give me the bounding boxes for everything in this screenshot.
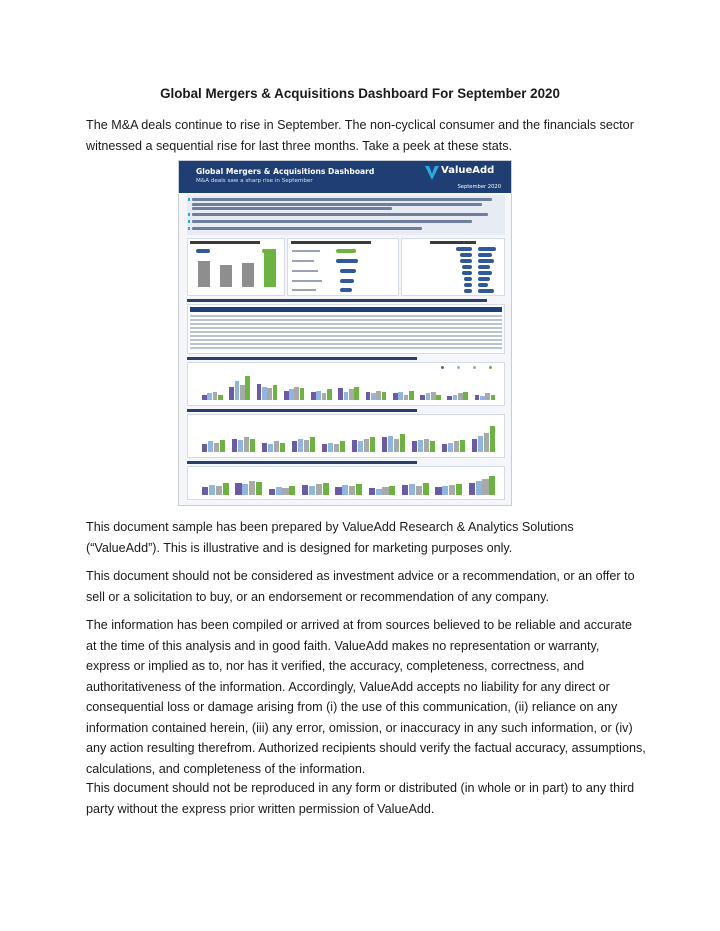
table-row <box>190 327 502 329</box>
thumbnail-bar <box>229 387 234 401</box>
table-row <box>190 319 502 321</box>
intro-text: The M&A deals continue to rise in September. The non-cyclical consumer and the financials sector witnessed a sequential rise for last three months. Take a peek at these stats. <box>86 118 634 153</box>
thumbnail-bar <box>289 389 294 400</box>
thumbnail-bar <box>430 441 435 452</box>
thumbnail-bar <box>310 437 315 452</box>
bullet-line <box>192 213 488 216</box>
logo-text: ValueAdd <box>441 165 495 176</box>
table-row <box>190 347 502 349</box>
table-header <box>190 307 502 312</box>
info-note-text: The information has been compiled or arrived at from sources believed to be reliable and accurate at the time of this analysis and in good faith. ValueAdd makes no representation or warranty, express or implied as to, nor has it verified, the accuracy, completeness, correctness, and authoritativeness of the information. Accordingly, ValueAdd accepts no liability for any direct or consequential loss or damage arising from (i) the use of this communication, (ii) reliance on any information contained herein, (iii) any error, omission, or inaccuracy in any such information, or (iv) any action resulting therefrom. Authorized recipients should verify the factual accuracy, assumptions, calculations, and completeness of the information. <box>86 618 646 776</box>
thumbnail-bar <box>240 385 245 400</box>
thumbnail-bar <box>388 436 393 452</box>
thumbnail-bar <box>404 395 409 400</box>
bullet-line <box>192 207 392 210</box>
thumbnail-bar <box>232 439 237 453</box>
sample-note-paragraph <box>86 517 646 558</box>
thumbnail-bar <box>328 443 333 452</box>
thumbnail-bar <box>302 485 308 495</box>
thumbnail-bar <box>356 484 362 495</box>
thumbnail-bar <box>484 433 489 452</box>
thumbnail-bar <box>274 441 279 452</box>
thumbnail-bar <box>482 479 488 495</box>
thumbnail-bar <box>298 439 303 453</box>
dashboard-image <box>178 160 512 506</box>
thumbnail-bar <box>300 388 305 400</box>
bullet-line <box>192 198 492 201</box>
thumbnail-bar <box>436 395 441 400</box>
thumbnail-bar <box>282 488 288 495</box>
thumbnail-bar <box>334 444 339 452</box>
bullet-line <box>192 227 422 230</box>
thumbnail-bar <box>256 482 262 495</box>
thumbnail-bar <box>294 387 299 401</box>
thumbnail-bar <box>382 437 387 452</box>
info-note-paragraph <box>86 615 646 779</box>
table-row <box>190 331 502 333</box>
thumbnail-bar <box>340 441 345 452</box>
thumbnail-bar <box>454 441 459 452</box>
thumbnail-bar <box>423 483 429 495</box>
thumbnail-bar <box>244 437 249 452</box>
sample-note-text: This document sample has been prepared by ValueAdd Research & Analytics Solutions (“ValueAdd”). This is illustrative and is designed for marketing purposes only. <box>86 520 574 555</box>
thumbnail-bar <box>463 392 468 400</box>
table-row <box>190 315 502 317</box>
thumbnail-bar <box>235 483 241 495</box>
thumbnail-bar <box>342 485 348 495</box>
thumbnail-bar <box>257 384 262 400</box>
thumbnail-bar <box>369 488 375 495</box>
table-row <box>190 339 502 341</box>
thumbnail-bar <box>268 444 273 452</box>
thumbnail-bar <box>458 393 463 400</box>
thumbnail-bar <box>420 395 425 400</box>
valueadd-logo <box>425 165 503 182</box>
table-row <box>190 323 502 325</box>
thumbnail-bar <box>327 389 332 400</box>
thumbnail-bar <box>485 393 490 400</box>
thumbnail-bar <box>358 441 363 452</box>
ev-revenue-chart <box>187 466 505 500</box>
thumbnail-bar <box>223 483 229 495</box>
thumbnail-bar <box>400 434 405 452</box>
thumbnail-bar <box>447 396 452 400</box>
thumbnail-bar <box>322 393 327 400</box>
dashboard-subtitle: M&A deals saw a sharp rise in September <box>196 178 313 184</box>
thumbnail-bar <box>491 395 496 400</box>
thumbnail-bar <box>214 443 219 452</box>
thumbnail-bar <box>202 444 207 452</box>
thumbnail-bar <box>418 440 423 452</box>
industry-panel <box>401 238 505 296</box>
thumbnail-bar <box>262 387 267 401</box>
thumbnail-bar <box>276 487 282 495</box>
thumbnail-bar <box>238 440 243 452</box>
advice-note-paragraph <box>86 566 646 607</box>
thumbnail-bar <box>472 439 477 453</box>
thumbnail-bar <box>398 392 403 400</box>
summary-bullets <box>187 195 505 235</box>
month-bar <box>264 249 276 287</box>
thumbnail-bar <box>209 485 215 495</box>
thumbnail-bar <box>382 487 388 495</box>
thumbnail-bar <box>402 485 408 495</box>
bullet-line <box>192 203 482 206</box>
thumbnail-bar <box>220 440 225 452</box>
thumbnail-bar <box>475 395 480 400</box>
thumbnail-bar <box>352 440 357 452</box>
thumbnail-bar <box>431 392 436 400</box>
thumbnail-bar <box>354 387 359 401</box>
thumbnail-bar <box>442 444 447 452</box>
thumbnail-bar <box>338 388 343 400</box>
month-bar <box>198 261 210 287</box>
thumbnail-bar <box>292 441 297 452</box>
thumbnail-bar <box>323 483 329 495</box>
thumbnail-bar <box>267 388 272 400</box>
thumbnail-bar <box>208 441 213 452</box>
table-row <box>190 343 502 345</box>
thumbnail-bar <box>366 392 371 400</box>
thumbnail-bar <box>442 486 448 495</box>
month-bar <box>242 263 254 287</box>
thumbnail-bar <box>460 440 465 452</box>
thumbnail-bar <box>269 489 275 495</box>
thumbnail-bar <box>364 439 369 453</box>
thumbnail-bar <box>409 484 415 495</box>
thumbnail-bar <box>412 441 417 452</box>
dashboard-date: September 2020 <box>457 184 501 190</box>
dashboard-title: Global Mergers & Acquisitions Dashboard <box>196 167 375 176</box>
thumbnail-bar <box>489 476 495 495</box>
thumbnail-bar <box>453 395 458 400</box>
thumbnail-bar <box>469 483 475 495</box>
thumbnail-bar <box>448 443 453 452</box>
thumbnail-bar <box>349 486 355 495</box>
thumbnail-bar <box>207 393 212 400</box>
deal-activity-bars <box>200 373 500 400</box>
thumbnail-bar <box>376 391 381 400</box>
thumbnail-bar <box>409 391 414 400</box>
thumbnail-bar <box>478 436 483 452</box>
thumbnail-bar <box>382 392 387 400</box>
thumbnail-bar <box>242 484 248 495</box>
month-bar <box>220 265 232 287</box>
thumbnail-bar <box>316 391 321 400</box>
thumbnail-bar <box>456 484 462 495</box>
thumbnail-bar <box>304 440 309 452</box>
thumbnail-bar <box>376 489 382 495</box>
thumbnail-bar <box>213 392 218 400</box>
monthly-value-panel <box>187 238 285 296</box>
thumbnail-bar <box>316 484 322 495</box>
thumbnail-bar <box>476 481 482 495</box>
thumbnail-bar <box>309 486 315 495</box>
thumbnail-bar <box>280 443 285 452</box>
thumbnail-bar <box>371 393 376 400</box>
thumbnail-bar <box>284 391 289 400</box>
thumbnail-bar <box>311 392 316 400</box>
ev-ebitda-chart <box>187 414 505 458</box>
thumbnail-bar <box>344 392 349 400</box>
thumbnail-bar <box>416 486 422 495</box>
thumbnail-bar <box>202 395 207 400</box>
regional-panel <box>287 238 399 296</box>
thumbnail-bar <box>262 443 267 452</box>
thumbnail-bar <box>245 376 250 400</box>
valueadd-logo-icon <box>425 166 439 180</box>
thumbnail-bar <box>393 393 398 400</box>
deal-activity-chart <box>187 362 505 406</box>
dashboard-header <box>179 161 511 193</box>
intro-paragraph <box>86 115 646 156</box>
table-row <box>190 335 502 337</box>
ev-revenue-bars <box>200 475 500 495</box>
thumbnail-bar <box>335 487 341 495</box>
thumbnail-bar <box>426 393 431 400</box>
repro-note-text: This document should not be reproduced in any form or distributed (in whole or in part) to any third party without the express prior written permission of ValueAdd. <box>86 781 635 816</box>
thumbnail-bar <box>480 396 485 400</box>
thumbnail-bar <box>435 487 441 495</box>
thumbnail-bar <box>370 437 375 452</box>
page-title: Global Mergers & Acquisitions Dashboard For September 2020 <box>160 86 560 101</box>
thumbnail-bar <box>216 486 222 495</box>
thumbnail-bar <box>273 385 278 400</box>
thumbnail-bar <box>394 439 399 453</box>
thumbnail-bar <box>218 395 223 400</box>
thumbnail-bar <box>349 389 354 400</box>
thumbnail-bar <box>249 481 255 495</box>
bullet-line <box>192 220 472 223</box>
thumbnail-bar <box>202 487 208 495</box>
ev-ebitda-bars <box>200 425 500 452</box>
thumbnail-bar <box>490 426 495 452</box>
top-deals-table <box>187 304 505 354</box>
advice-note-text: This document should not be considered as investment advice or a recommendation, or an offer to sell or a solicitation to buy, or an endorsement or recommendation of any company. <box>86 569 635 604</box>
thumbnail-bar <box>289 486 295 495</box>
thumbnail-bar <box>322 444 327 452</box>
thumbnail-bar <box>250 439 255 453</box>
thumbnail-bar <box>235 381 240 400</box>
thumbnail-bar <box>449 485 455 495</box>
thumbnail-bar <box>389 486 395 495</box>
repro-note-paragraph <box>86 778 646 819</box>
thumbnail-bar <box>424 439 429 453</box>
